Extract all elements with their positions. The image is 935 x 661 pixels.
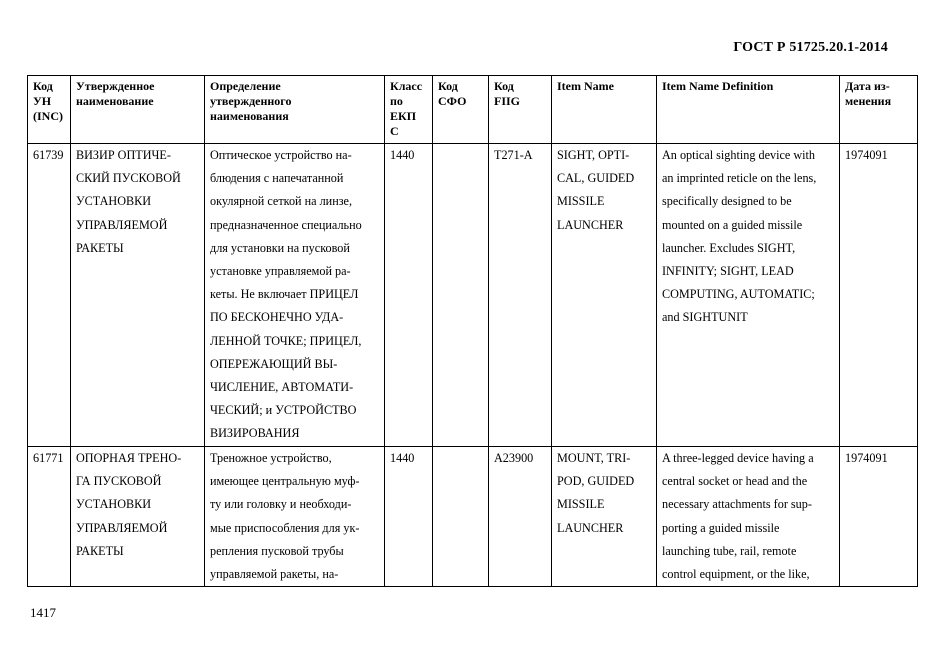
column-header-sfo bbox=[433, 76, 489, 144]
header-line: (INC) bbox=[33, 109, 63, 123]
cell-line: Оптическое устройство на- bbox=[210, 148, 352, 162]
header-line: Класс bbox=[390, 79, 423, 93]
column-header-date bbox=[840, 76, 918, 144]
cell-line: ВИЗИРОВАНИЯ bbox=[210, 426, 300, 441]
header-line: менения bbox=[845, 94, 892, 108]
header-line: Дата из- bbox=[845, 79, 890, 93]
header-line: FIIG bbox=[494, 94, 521, 108]
cell-line: Треножное устройство, bbox=[210, 451, 332, 465]
cell-class bbox=[385, 447, 433, 587]
cell-line: SIGHT, OPTI- bbox=[557, 148, 630, 162]
cell-value: A23900 bbox=[494, 451, 534, 465]
cell-line: окулярной сеткой на линзе, bbox=[210, 194, 352, 209]
header-line: Код bbox=[438, 79, 458, 93]
header-line: Код bbox=[494, 79, 514, 93]
cell-line: MOUNT, TRI- bbox=[557, 451, 631, 465]
header-line: СФО bbox=[438, 94, 467, 108]
cell-code bbox=[28, 144, 71, 447]
cell-value: 1440 bbox=[390, 451, 415, 465]
column-header-item-definition bbox=[657, 76, 840, 144]
cell-line: ту или головку и необходи- bbox=[210, 497, 352, 512]
cell-line: INFINITY; SIGHT, LEAD bbox=[662, 264, 794, 279]
header-line: ЕКП bbox=[390, 109, 417, 123]
cell-line: управляемой ракеты, на- bbox=[210, 567, 339, 582]
cell-line: mounted on a guided missile bbox=[662, 217, 803, 232]
cell-line: ВИЗИР ОПТИЧЕ- bbox=[76, 148, 171, 162]
cell-line: A three-legged device having a bbox=[662, 451, 814, 465]
column-header-item-name bbox=[552, 76, 657, 144]
cell-value: 1974091 bbox=[845, 451, 888, 465]
column-header-code bbox=[28, 76, 71, 144]
cell-line: specifically designed to be bbox=[662, 194, 792, 209]
column-header-definition bbox=[205, 76, 385, 144]
cell-line: УСТАНОВКИ bbox=[76, 194, 152, 209]
cell-name bbox=[71, 447, 205, 587]
cell-line: an imprinted reticle on the lens, bbox=[662, 171, 817, 186]
header-line: УН bbox=[33, 94, 52, 108]
header-line: Определение bbox=[210, 79, 281, 93]
cell-line: СКИЙ ПУСКОВОЙ bbox=[76, 171, 181, 186]
cell-value: 61739 bbox=[33, 148, 64, 162]
header-line: по bbox=[390, 94, 403, 108]
cell-date bbox=[840, 144, 918, 447]
cell-fiig bbox=[489, 447, 552, 587]
cell-line: УСТАНОВКИ bbox=[76, 497, 152, 512]
cell-line: POD, GUIDED bbox=[557, 474, 635, 489]
cell-item-definition bbox=[657, 447, 840, 587]
header-line: Код bbox=[33, 79, 53, 93]
cell-line: кеты. Не включает ПРИЦЕЛ bbox=[210, 287, 359, 302]
cell-date bbox=[840, 447, 918, 587]
header-line: Item Name bbox=[557, 79, 614, 93]
cell-line: launching tube, rail, remote bbox=[662, 543, 797, 558]
cell-item-name bbox=[552, 447, 657, 587]
column-header-class bbox=[385, 76, 433, 144]
cell-line: MISSILE bbox=[557, 497, 605, 512]
table-row bbox=[28, 144, 918, 447]
cell-line: MISSILE bbox=[557, 194, 605, 209]
cell-line: central socket or head and the bbox=[662, 474, 808, 489]
cell-line: ОПОРНАЯ ТРЕНО- bbox=[76, 451, 182, 465]
cell-line: CAL, GUIDED bbox=[557, 171, 635, 186]
cell-line: установке управляемой ра- bbox=[210, 264, 351, 279]
cell-line: necessary attachments for sup- bbox=[662, 497, 812, 512]
column-header-fiig bbox=[489, 76, 552, 144]
cell-value: 1440 bbox=[390, 148, 415, 162]
cell-line: launcher. Excludes SIGHT, bbox=[662, 240, 796, 255]
standard-designation: ГОСТ Р 51725.20.1-2014 bbox=[733, 40, 888, 55]
cell-name bbox=[71, 144, 205, 447]
cell-line: ЧЕСКИЙ; и УСТРОЙСТВО bbox=[210, 403, 357, 418]
cell-line: LAUNCHER bbox=[557, 520, 624, 535]
cell-line: мые приспособления для ук- bbox=[210, 520, 360, 535]
cell-line: ПО БЕСКОНЕЧНО УДА- bbox=[210, 310, 344, 325]
table-row bbox=[28, 447, 918, 587]
header-line: Утвержденное bbox=[76, 79, 155, 93]
header-line: Item Name Definition bbox=[662, 79, 774, 93]
cell-line: ЛЕННОЙ ТОЧКЕ; ПРИЦЕЛ, bbox=[210, 333, 362, 348]
header-line: наименования bbox=[210, 109, 289, 123]
cell-item-name bbox=[552, 144, 657, 447]
cell-line: ОПЕРЕЖАЮЩИЙ ВЫ- bbox=[210, 356, 338, 371]
cell-line: УПРАВЛЯЕМОЙ bbox=[76, 520, 168, 535]
cell-line: control equipment, or the like, bbox=[662, 567, 810, 582]
cell-class bbox=[385, 144, 433, 447]
cell-line: УПРАВЛЯЕМОЙ bbox=[76, 217, 168, 232]
cell-value: 1974091 bbox=[845, 148, 888, 162]
cell-definition bbox=[205, 144, 385, 447]
table-header-row bbox=[28, 76, 918, 144]
header-line: утвержденного bbox=[210, 94, 292, 108]
cell-line: porting a guided missile bbox=[662, 520, 780, 535]
cell-code bbox=[28, 447, 71, 587]
cell-line: LAUNCHER bbox=[557, 217, 624, 232]
cell-line: блюдения с напечатанной bbox=[210, 171, 344, 186]
cell-line: репления пусковой трубы bbox=[210, 543, 344, 558]
cell-fiig bbox=[489, 144, 552, 447]
page-number: 1417 bbox=[30, 605, 56, 620]
cell-sfo bbox=[433, 447, 489, 587]
cell-line: ГА ПУСКОВОЙ bbox=[76, 474, 162, 489]
cell-line: and SIGHTUNIT bbox=[662, 310, 748, 325]
cell-line: для установки на пусковой bbox=[210, 240, 350, 255]
classification-table bbox=[27, 75, 918, 587]
cell-item-definition bbox=[657, 144, 840, 447]
cell-value: 61771 bbox=[33, 451, 64, 465]
cell-line: предназначенное специально bbox=[210, 217, 362, 232]
header-line: С bbox=[390, 124, 399, 138]
cell-definition bbox=[205, 447, 385, 587]
cell-line: ЧИСЛЕНИЕ, АВТОМАТИ- bbox=[210, 380, 354, 395]
cell-sfo bbox=[433, 144, 489, 447]
cell-line: имеющее центральную муф- bbox=[210, 474, 360, 489]
cell-line: COMPUTING, AUTOMATIC; bbox=[662, 287, 815, 302]
cell-value: T271-A bbox=[494, 148, 533, 162]
header-line: наименование bbox=[76, 94, 154, 108]
cell-line: РАКЕТЫ bbox=[76, 543, 124, 558]
column-header-name bbox=[71, 76, 205, 144]
cell-line: РАКЕТЫ bbox=[76, 240, 124, 255]
cell-line: An optical sighting device with bbox=[662, 148, 815, 162]
